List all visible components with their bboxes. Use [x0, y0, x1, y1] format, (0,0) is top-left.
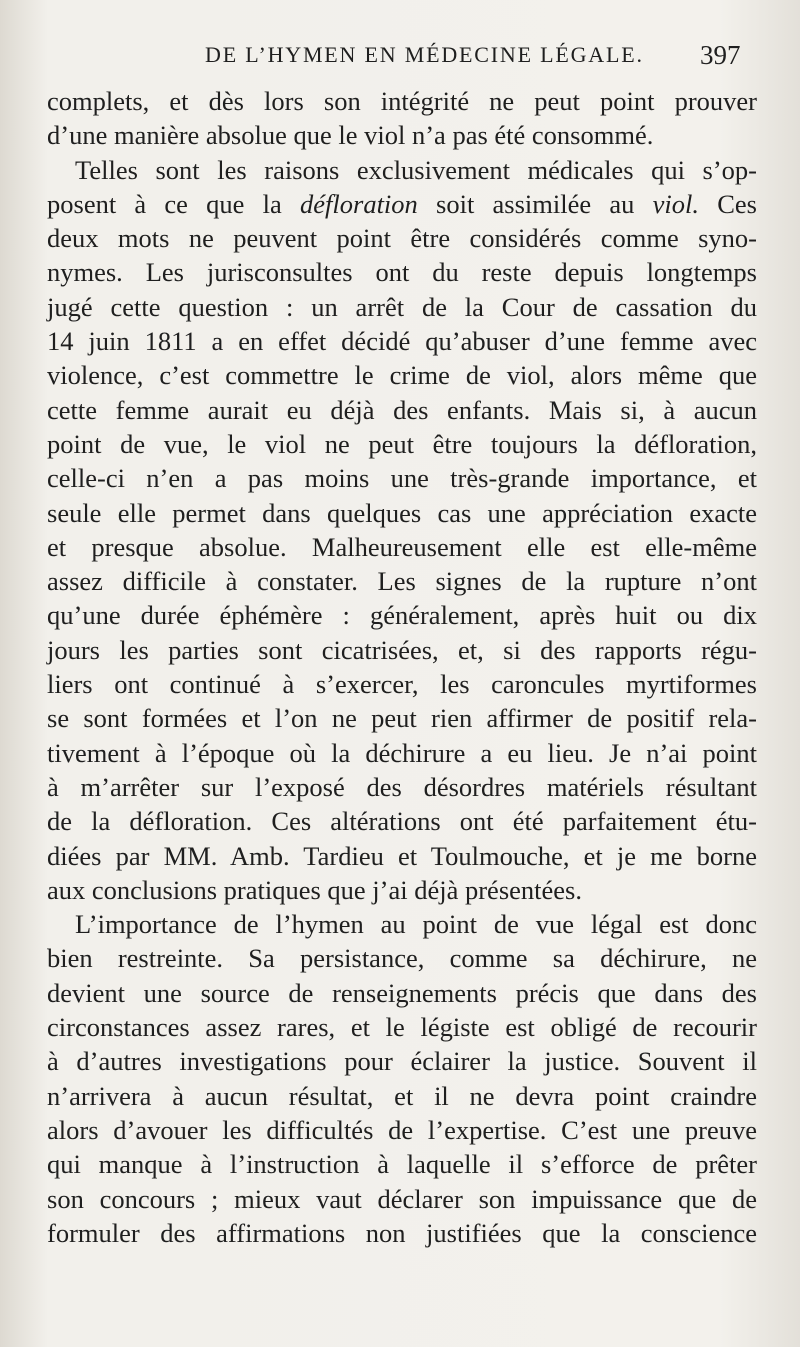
text-line: à d’autres investigations pour éclairer la justice. Souvent il	[47, 1046, 757, 1077]
italic-term: viol.	[652, 188, 700, 219]
text-line: formuler des affirmations non justifiées que la conscience	[47, 1217, 757, 1248]
text-line: cette femme aurait eu déjà des enfants. Mais si, à aucun	[47, 394, 757, 425]
text-line: son concours ; mieux vaut déclarer son impuissance que de	[47, 1183, 757, 1214]
text-line: diées par MM. Amb. Tardieu et Toulmouche, et je me borne	[47, 840, 757, 871]
text-segment: soit assimilée au	[417, 188, 653, 219]
text-line	[47, 187, 757, 221]
text-line: qu’une durée éphémère : généralement, après huit ou dix	[47, 600, 757, 631]
text-line: n’arrivera à aucun résultat, et il ne devra point craindre	[47, 1080, 757, 1111]
running-title: DE L’HYMEN EN MÉDECINE LÉGALE.	[205, 42, 644, 67]
text-line: circonstances assez rares, et le légiste est obligé de recourir	[47, 1012, 757, 1043]
text-line: point de vue, le viol ne peut être toujours la défloration,	[47, 428, 757, 459]
text-line: jours les parties sont cicatrisées, et, si des rapports régu-	[47, 634, 757, 665]
text-line: nymes. Les jurisconsultes ont du reste depuis longtemps	[47, 257, 757, 288]
text-line: se sont formées et l’on ne peut rien affirmer de positif rela-	[47, 703, 757, 734]
text-line: Telles sont les raisons exclusivement médicales qui s’op-	[75, 154, 757, 185]
page-number: 397	[700, 40, 741, 70]
text-line: assez difficile à constater. Les signes de la rupture n’ont	[47, 566, 757, 597]
text-line: 14 juin 1811 a en effet décidé qu’abuser d’une femme avec	[47, 326, 757, 357]
text-line: deux mots ne peuvent point être considérés comme syno-	[47, 223, 757, 254]
text-segment: posent à ce que la	[47, 188, 301, 219]
running-head	[0, 38, 800, 78]
text-line: aux conclusions pratiques que j’ai déjà présentées.	[47, 874, 582, 905]
paragraph	[47, 907, 757, 1250]
text-line: jugé cette question : un arrêt de la Cour de cassation du	[47, 291, 757, 322]
text-line: celle-ci n’en a pas moins une très-grande importance, et	[47, 463, 757, 494]
paragraph	[47, 84, 757, 153]
text-segment: Ces	[699, 188, 757, 219]
text-line: alors d’avouer les difficultés de l’expertise. C’est une preuve	[47, 1114, 757, 1145]
text-line: qui manque à l’instruction à laquelle il s’efforce de prêter	[47, 1149, 757, 1180]
text-line: bien restreinte. Sa persistance, comme sa déchirure, ne	[47, 943, 757, 974]
text-line: violence, c’est commettre le crime de viol, alors même que	[47, 360, 757, 391]
paragraph	[47, 153, 757, 908]
text-line: à m’arrêter sur l’exposé des désordres matériels résultant	[47, 771, 757, 802]
text-line: et presque absolue. Malheureusement elle est elle-même	[47, 531, 757, 562]
text-line: complets, et dès lors son intégrité ne peut point prouver	[47, 86, 757, 116]
body-text	[47, 84, 757, 1250]
text-line: liers ont continué à s’exercer, les caroncules myrtiformes	[47, 669, 757, 700]
italic-term: défloration	[300, 188, 418, 219]
text-line: devient une source de renseignements précis que dans des	[47, 977, 757, 1008]
text-line: d’une manière absolue que le viol n’a pas été consommé.	[47, 120, 654, 151]
text-line: tivement à l’époque où la déchirure a eu lieu. Je n’ai point	[47, 737, 757, 768]
text-line: seule elle permet dans quelques cas une appréciation exacte	[47, 497, 757, 528]
text-line: L’importance de l’hymen au point de vue légal est donc	[75, 909, 757, 940]
text-line: de la défloration. Ces altérations ont été parfaitement étu-	[47, 806, 757, 837]
